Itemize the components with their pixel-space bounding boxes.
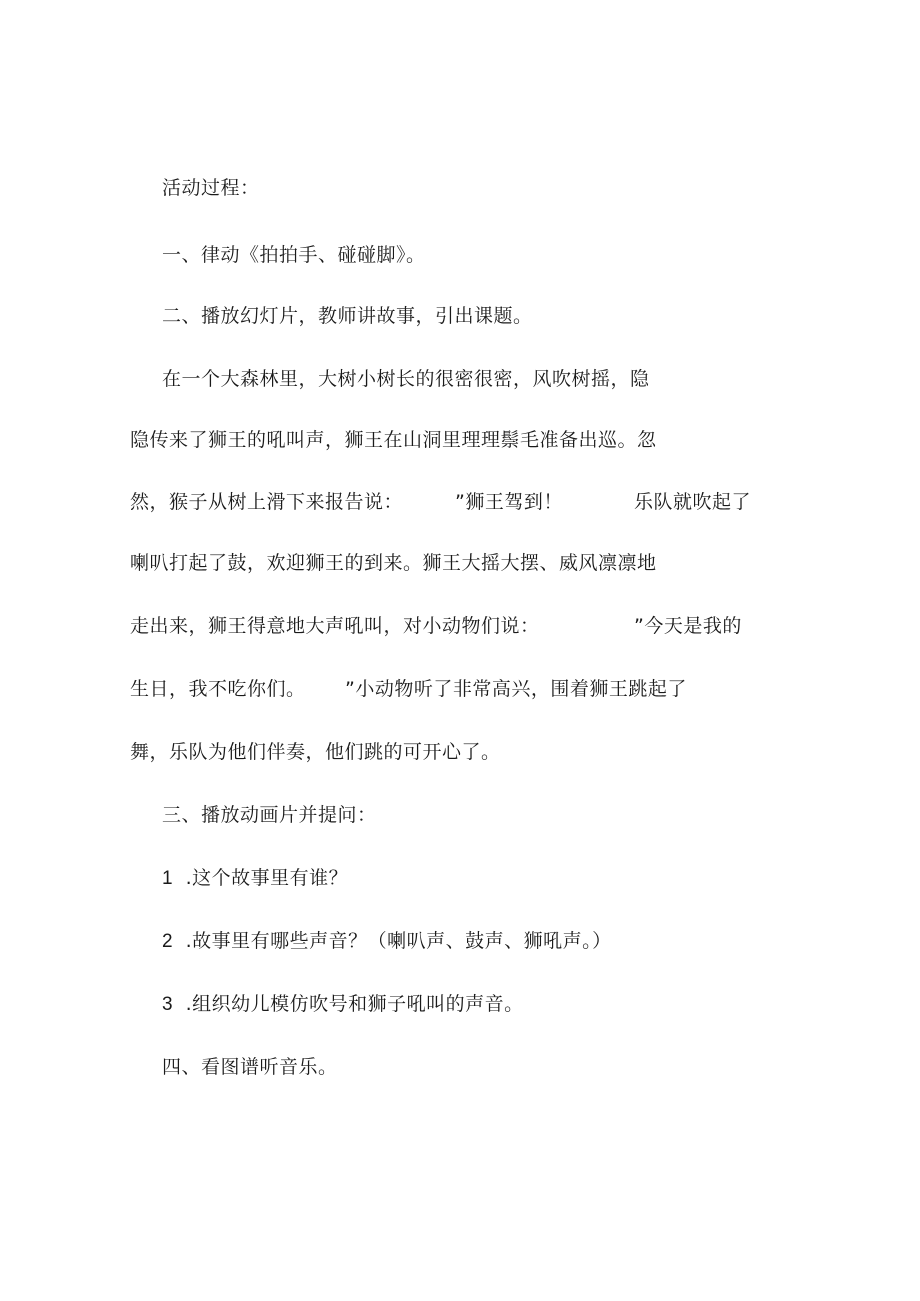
section-heading: 活动过程： — [162, 177, 260, 199]
question-3 — [162, 991, 524, 1018]
story-line-3a: 然，猴子从树上滑下来报告说： — [130, 491, 404, 513]
question-text: .组织幼儿模仿吹号和狮子吼叫的声音。 — [185, 993, 524, 1015]
step-1: 一、律动《拍拍手、碰碰脚》。 — [162, 244, 426, 266]
story-line-5b: ”今天是我的 — [634, 615, 742, 637]
question-number: 2 — [162, 931, 174, 952]
story-line-2: 隐传来了狮王的吼叫声，狮王在山洞里理理鬃毛准备出巡。忽 — [130, 429, 657, 451]
question-2 — [162, 928, 612, 955]
story-line-3b: ”狮王驾到！ — [455, 491, 563, 513]
question-text: .故事里有哪些声音？（喇叭声、鼓声、狮吼声。） — [185, 930, 612, 952]
story-line-1: 在一个大森林里，大树小树长的很密很密，风吹树摇，隐 — [162, 368, 650, 390]
story-line-6a: 生日，我不吃你们。 — [130, 678, 306, 700]
story-line-3c: 乐队就吹起了 — [634, 491, 752, 513]
question-number: 1 — [162, 868, 174, 889]
story-line-5a: 走出来，狮王得意地大声吼叫，对小动物们说： — [130, 615, 540, 637]
question-text: .这个故事里有谁？ — [185, 867, 349, 889]
question-number: 3 — [162, 994, 174, 1015]
question-1 — [162, 865, 348, 892]
story-line-6b: ”小动物听了非常高兴，围着狮王跳起了 — [345, 678, 687, 700]
step-3: 三、播放动画片并提问： — [162, 804, 377, 826]
step-4: 四、看图谱听音乐。 — [162, 1056, 338, 1078]
story-line-4: 喇叭打起了鼓，欢迎狮王的到来。狮王大摇大摆、威风凛凛地 — [130, 552, 657, 574]
story-line-7: 舞，乐队为他们伴奏，他们跳的可开心了。 — [130, 741, 501, 763]
step-2: 二、播放幻灯片，教师讲故事，引出课题。 — [162, 305, 533, 327]
